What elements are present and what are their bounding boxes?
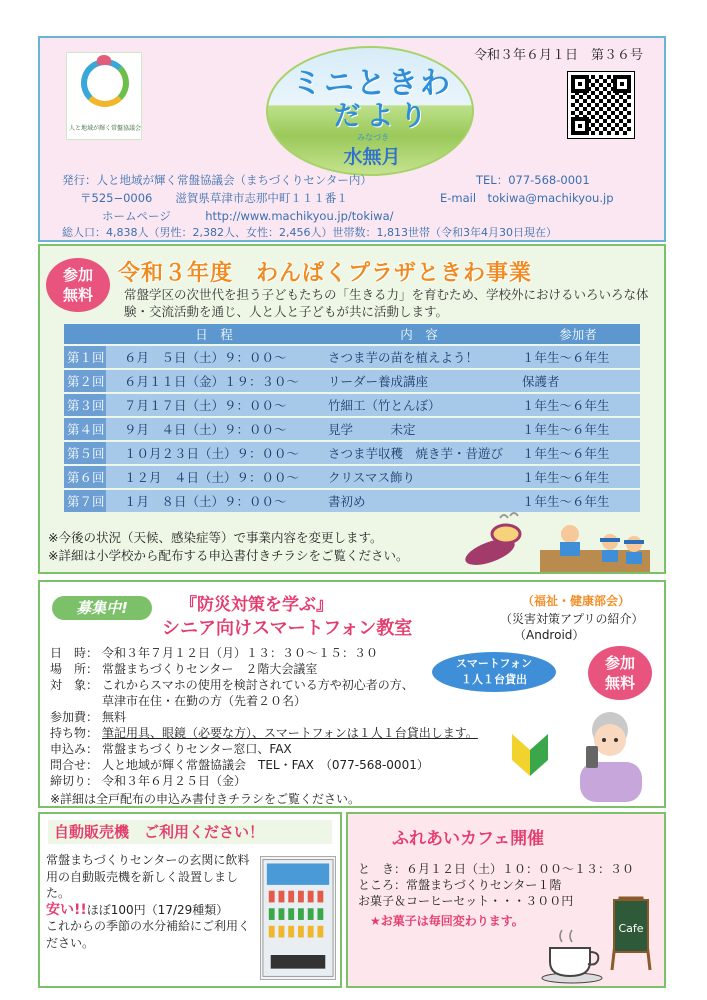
badge-line1: 参加: [62, 266, 93, 284]
table-row: [64, 394, 640, 416]
population: 総人口：4,838人（男性：2,382人、女性：2,456人）世帯数：1,813世帯（令和3年4月30日現在）: [62, 226, 557, 239]
intro: （Android）: [514, 628, 585, 642]
cell-date: １０月２３日（土）９：００〜: [106, 442, 322, 464]
vending-closing: これからの季節の水分補給にご利用ください。: [46, 919, 251, 950]
price-info: ほぼ100円（17/29種類）: [86, 902, 229, 917]
free-badge: [588, 646, 652, 700]
badge-line2: 無料: [62, 286, 93, 304]
council-logo: [66, 52, 142, 140]
section-title: 『防災対策を学ぶ』: [180, 595, 333, 615]
month-name: 水無月: [343, 146, 401, 168]
newsletter-title-art: [266, 46, 474, 176]
badge-line2: 無料: [604, 674, 635, 692]
cell-no: 第７回: [64, 490, 106, 512]
cafe-menu: お菓子＆コーヒーセット・・・３００円: [358, 894, 574, 908]
cafe-section: [346, 812, 666, 988]
cell-who: 保護者: [516, 370, 640, 392]
recruiting-badge: 募集中!: [52, 596, 152, 620]
title-line2: だより: [333, 101, 433, 132]
wanpaku-plaza-section: [38, 244, 666, 574]
table-row: [64, 346, 640, 368]
cell-date: ７月１７日（土）９：００〜: [106, 394, 322, 416]
column-header: 内 容: [322, 324, 516, 344]
detail-value: 草津市在住・在勤の方（先着２０名）: [102, 694, 307, 708]
vending-description: 常盤まちづくりセンターの玄関に飲料用の自動販売機を新しく設置しました。: [46, 853, 250, 900]
cell-no: 第５回: [64, 442, 106, 464]
sweet-potato-icon: [460, 512, 530, 568]
cell-who: １年生〜６年生: [516, 394, 640, 416]
section-title: 令和３年度 わんぱくプラザときわ事業: [118, 261, 533, 286]
note: ※詳細は全戸配布の申込み書付きチラシをご覧ください。: [50, 792, 361, 806]
detail-key: 日 時：: [50, 646, 99, 660]
rental-line1: スマートフォン: [456, 657, 532, 670]
qr-corner-icon: [571, 117, 589, 135]
address: 〒525−0006 滋賀県草津市志那中町１１１番１: [80, 191, 348, 205]
cafe-note: ★お菓子は毎回変わります。: [370, 914, 524, 928]
note: ※詳細は小学校から配布する申込書付きチラシをご覧ください。: [48, 548, 409, 563]
cell-who: １年生〜６年生: [516, 418, 640, 440]
detail-value: これからスマホの使用を検討されている方や初心者の方、: [102, 678, 414, 692]
beginner-mark-icon: [510, 732, 550, 778]
detail-row: [50, 740, 292, 757]
cell-date: ６月 ５日（土）９：００〜: [106, 346, 322, 368]
cell-who: １年生〜６年生: [516, 442, 640, 464]
detail-key: 参加費：: [50, 710, 99, 724]
detail-row: [50, 676, 414, 693]
cafe-sign-icon: [606, 888, 656, 974]
title-line1: ミニときわ: [292, 66, 452, 101]
detail-row: [50, 756, 429, 773]
column-header: 参加者: [516, 324, 640, 344]
detail-key: 対 象：: [50, 678, 99, 692]
cell-who: １年生〜６年生: [516, 490, 640, 512]
vending-machine-icon: [260, 856, 336, 980]
cell-date: １月 ８日（土）９：００〜: [106, 490, 322, 512]
detail-value: 常盤まちづくりセンター ２階大会議室: [102, 662, 318, 676]
table-row: [64, 418, 640, 440]
logo-caption: 人と地域が輝く常盤協議会: [69, 125, 142, 132]
cell-who: １年生〜６年生: [516, 346, 640, 368]
homepage-link[interactable]: ホームページ http://www.machikyou.jp/tokiwa/: [102, 209, 394, 223]
detail-key: 持ち物：: [50, 726, 99, 740]
cell-date: １２月 ４日（土）９：００〜: [106, 466, 322, 488]
section-title: 自動販売機 ご利用ください！: [48, 820, 332, 844]
kids-planting-icon: [540, 516, 650, 572]
logo-ring-icon: [81, 59, 129, 107]
cheap-highlight: 安い!!: [46, 901, 87, 918]
detail-row: [50, 708, 126, 725]
section-description: 常盤学区の次世代を担う子どもたちの「生きる力」を育むため、学校外におけるいろいろな体験・交流活動を通じ、人と人と子どもが共に活動します。: [124, 287, 649, 319]
section-title: ふれあいカフェ開催: [392, 829, 545, 849]
issue-number: 令和３年６月１日 第３６号: [474, 48, 644, 63]
schedule-table: [64, 322, 640, 514]
detail-row: [50, 692, 306, 709]
detail-row: [50, 644, 378, 661]
cafe-where: ところ：常盤まちづくりセンター１階: [358, 878, 562, 892]
detail-key: 場 所：: [50, 662, 99, 676]
detail-key: 問合せ：: [50, 758, 99, 772]
coffee-cup-icon: [538, 928, 606, 984]
cell-content: 見学 未定: [322, 418, 516, 440]
cell-no: 第１回: [64, 346, 106, 368]
cell-content: 竹細工（竹とんぼ）: [322, 394, 516, 416]
vending-text: [46, 852, 258, 951]
section-subtitle: シニア向けスマートフォン教室: [162, 618, 413, 639]
detail-key: 締切り：: [50, 774, 99, 788]
cafe-when: と き：６月１２日（土）１０：００〜１３：３０: [358, 862, 635, 876]
cell-no: 第３回: [64, 394, 106, 416]
table-row: [64, 490, 640, 512]
detail-value: 令和３年７月１２日（月）１３：３０〜１５：３０: [102, 646, 379, 660]
cell-date: ６月１１日（金）１９：３０〜: [106, 370, 322, 392]
senior-with-phone-icon: [568, 708, 650, 802]
qr-corner-icon: [613, 75, 631, 93]
tel: TEL：077-568-0001: [476, 173, 590, 187]
organizer: （福祉・健康部会）: [522, 594, 631, 608]
detail-value: 令和３年６月２５日（金）: [102, 774, 247, 788]
detail-row: [50, 660, 317, 677]
cell-no: 第６回: [64, 466, 106, 488]
rental-line2: １人１台貸出: [461, 673, 527, 686]
cell-who: １年生〜６年生: [516, 466, 640, 488]
cell-content: リーダー養成講座: [322, 370, 516, 392]
detail-value: 無料: [102, 710, 127, 724]
qr-corner-icon: [571, 75, 589, 93]
cafe-sign-text: Cafe: [618, 922, 644, 935]
cell-no: 第２回: [64, 370, 106, 392]
logo-leaf-icon: [97, 55, 111, 65]
cell-content: さつま芋収穫 焼き芋・昔遊び: [322, 442, 516, 464]
table-row: [64, 370, 640, 392]
detail-value: 筆記用具、眼鏡（必要な方）、スマートフォンは１人１台貸出します。: [102, 726, 478, 740]
newsletter-header: [38, 36, 666, 242]
detail-row: [50, 724, 478, 741]
month-ruby: みなづき: [357, 133, 389, 142]
detail-value: 人と地域が輝く常盤協議会 TEL・FAX （077-568-0001）: [102, 758, 429, 772]
table-row: [64, 466, 640, 488]
free-badge: [46, 258, 110, 312]
column-header: 日 程: [106, 324, 322, 344]
rental-bubble: [432, 652, 556, 692]
table-row: [64, 442, 640, 464]
cell-no: 第４回: [64, 418, 106, 440]
qr-code-icon[interactable]: [568, 72, 634, 138]
cell-content: クリスマス飾り: [322, 466, 516, 488]
intro: （災害対策アプリの紹介）: [500, 612, 644, 626]
cell-content: さつま芋の苗を植えよう！: [322, 346, 516, 368]
cell-content: 書初め: [322, 490, 516, 512]
email[interactable]: E-mail tokiwa@machikyou.jp: [440, 191, 614, 205]
detail-key: 申込み：: [50, 742, 99, 756]
vending-machine-section: [38, 812, 342, 988]
smartphone-class-section: [38, 580, 666, 808]
table-header-row: [64, 324, 640, 344]
cell-date: ９月 ４日（土）９：００〜: [106, 418, 322, 440]
publisher: 発行：人と地域が輝く常盤協議会（まちづくりセンター内）: [62, 173, 372, 187]
note: ※今後の状況（天候、感染症等）で事業内容を変更します。: [48, 530, 383, 545]
detail-value: 常盤まちづくりセンター窓口、FAX: [102, 742, 292, 756]
detail-row: [50, 772, 246, 789]
badge-line1: 参加: [604, 654, 635, 672]
